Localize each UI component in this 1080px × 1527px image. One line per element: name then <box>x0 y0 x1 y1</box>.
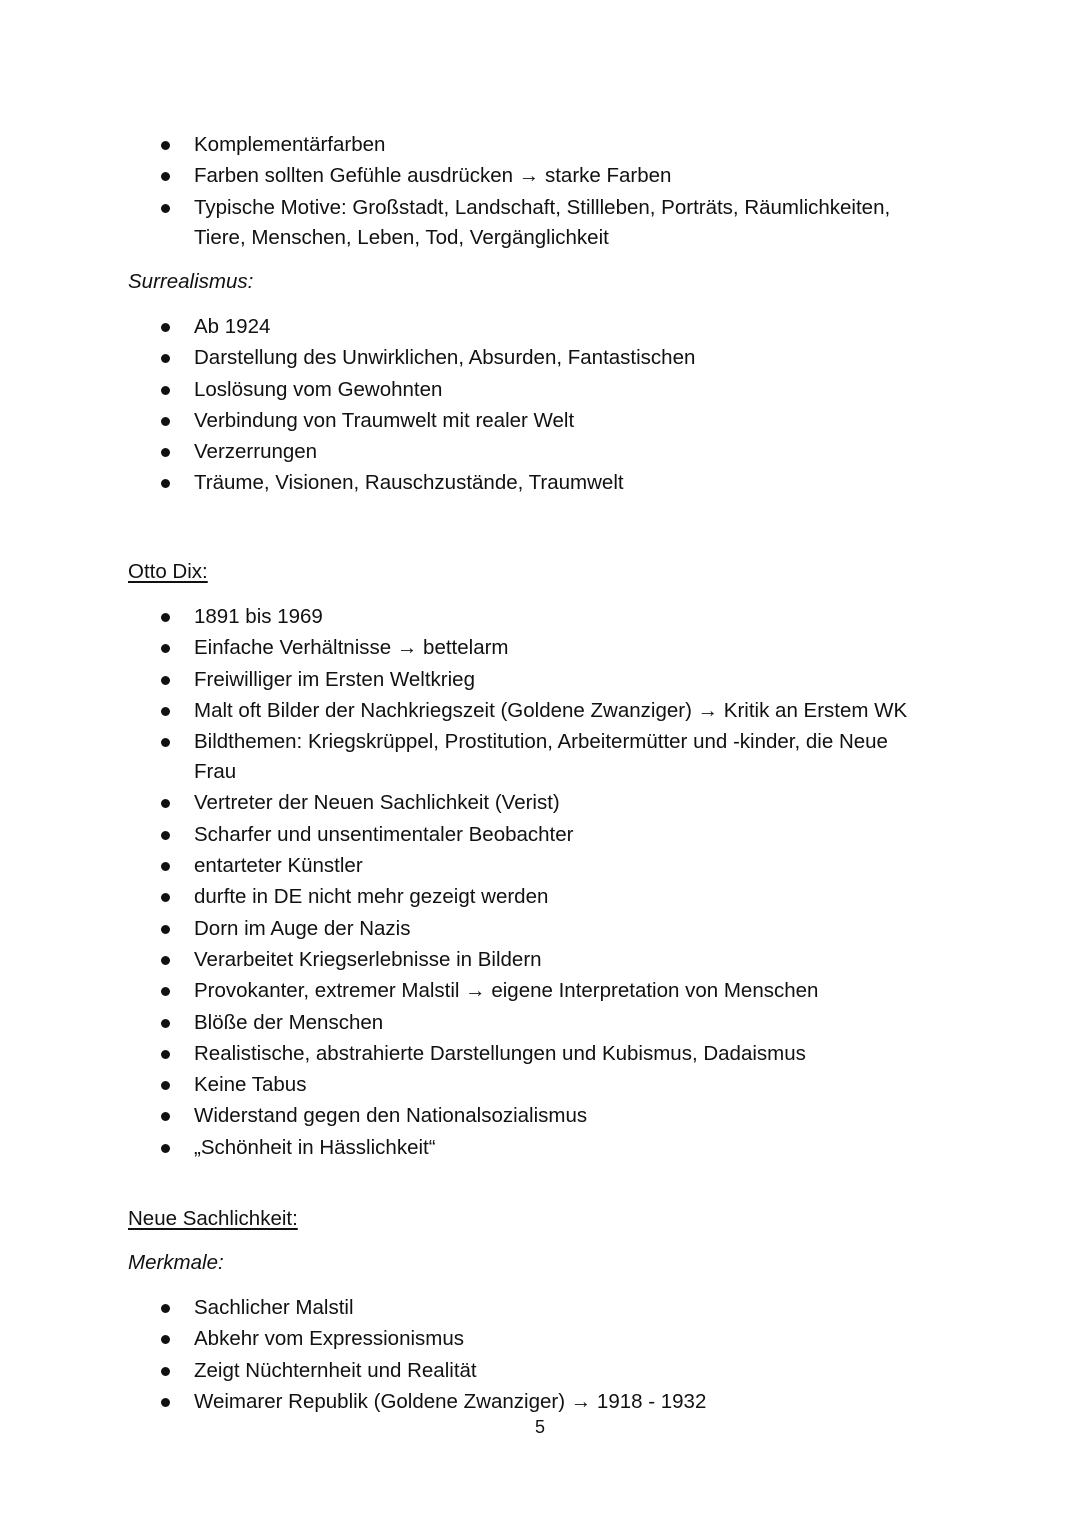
list-item: Scharfer und unsentimentaler Beobachter <box>0 820 1080 850</box>
list-item: Freiwilliger im Ersten Weltkrieg <box>0 665 1080 695</box>
list-item: Verbindung von Traumwelt mit realer Welt <box>0 406 1080 436</box>
list-item: Realistische, abstrahierte Darstellungen und Kubismus, Dadaismus <box>0 1039 1080 1069</box>
list-item: Typische Motive: Großstadt, Landschaft, Stillleben, Porträts, Räumlichkeiten, Tiere, Menschen, Leben, Tod, Vergänglichkeit <box>0 193 1080 253</box>
list-item: Einfache Verhältnisse → bettelarm <box>0 633 1080 663</box>
surrealismus-heading: Surrealismus: <box>128 270 254 293</box>
list-item: Zeigt Nüchternheit und Realität <box>0 1356 1080 1386</box>
bullet-icon <box>161 738 170 747</box>
surrealismus-list <box>0 312 1080 500</box>
list-item: entarteter Künstler <box>0 851 1080 881</box>
page-number: 5 <box>534 1417 545 1437</box>
bullet-icon <box>161 1112 170 1121</box>
bullet-icon <box>161 141 170 150</box>
bullet-icon <box>161 323 170 332</box>
bullet-icon <box>161 1335 170 1344</box>
bullet-icon <box>161 1367 170 1376</box>
bullet-icon <box>161 1050 170 1059</box>
otto-dix-list <box>0 602 1080 1164</box>
list-item: Bildthemen: Kriegskrüppel, Prostitution, Arbeitermütter und -kinder, die Neue Frau <box>0 727 1080 787</box>
list-item: Verzerrungen <box>0 437 1080 467</box>
bullet-icon <box>161 893 170 902</box>
neue-sachlichkeit-heading: Neue Sachlichkeit: <box>128 1207 298 1230</box>
bullet-icon <box>161 799 170 808</box>
bullet-icon <box>161 417 170 426</box>
merkmale-subheading: Merkmale: <box>128 1251 224 1274</box>
list-item: Farben sollten Gefühle ausdrücken → starke Farben <box>0 161 1080 191</box>
bullet-icon <box>161 1081 170 1090</box>
bullet-icon <box>161 644 170 653</box>
bullet-icon <box>161 1398 170 1407</box>
bullet-icon <box>161 1019 170 1028</box>
list-item: Verarbeitet Kriegserlebnisse in Bildern <box>0 945 1080 975</box>
bullet-icon <box>161 956 170 965</box>
list-item: Dorn im Auge der Nazis <box>0 914 1080 944</box>
list-item: Blöße der Menschen <box>0 1008 1080 1038</box>
bullet-icon <box>161 613 170 622</box>
bullet-icon <box>161 925 170 934</box>
list-item: Träume, Visionen, Rauschzustände, Traumwelt <box>0 468 1080 498</box>
list-item: Abkehr vom Expressionismus <box>0 1324 1080 1354</box>
continued-list <box>0 130 1080 254</box>
list-item: Widerstand gegen den Nationalsozialismus <box>0 1101 1080 1131</box>
list-item: durfte in DE nicht mehr gezeigt werden <box>0 882 1080 912</box>
bullet-icon <box>161 386 170 395</box>
list-item: Weimarer Republik (Goldene Zwanziger) → 1918 - 1932 <box>0 1387 1080 1417</box>
list-item: Sachlicher Malstil <box>0 1293 1080 1323</box>
list-item: Komplementärfarben <box>0 130 1080 160</box>
bullet-icon <box>161 172 170 181</box>
bullet-icon <box>161 479 170 488</box>
list-item: Provokanter, extremer Malstil → eigene Interpretation von Menschen <box>0 976 1080 1006</box>
otto-dix-heading: Otto Dix: <box>128 560 208 583</box>
list-item: „Schönheit in Hässlichkeit“ <box>0 1133 1080 1163</box>
bullet-icon <box>161 862 170 871</box>
list-item: 1891 bis 1969 <box>0 602 1080 632</box>
bullet-icon <box>161 831 170 840</box>
list-item: Loslösung vom Gewohnten <box>0 375 1080 405</box>
list-item: Malt oft Bilder der Nachkriegszeit (Goldene Zwanziger) → Kritik an Erstem WK <box>0 696 1080 726</box>
list-item: Vertreter der Neuen Sachlichkeit (Verist) <box>0 788 1080 818</box>
bullet-icon <box>161 707 170 716</box>
list-item: Darstellung des Unwirklichen, Absurden, Fantastischen <box>0 343 1080 373</box>
bullet-icon <box>161 204 170 213</box>
bullet-icon <box>161 448 170 457</box>
bullet-icon <box>161 1304 170 1313</box>
bullet-icon <box>161 354 170 363</box>
bullet-icon <box>161 987 170 996</box>
neue-sachlichkeit-list <box>0 1293 1080 1418</box>
list-item: Keine Tabus <box>0 1070 1080 1100</box>
bullet-icon <box>161 676 170 685</box>
bullet-icon <box>161 1144 170 1153</box>
list-item: Ab 1924 <box>0 312 1080 342</box>
